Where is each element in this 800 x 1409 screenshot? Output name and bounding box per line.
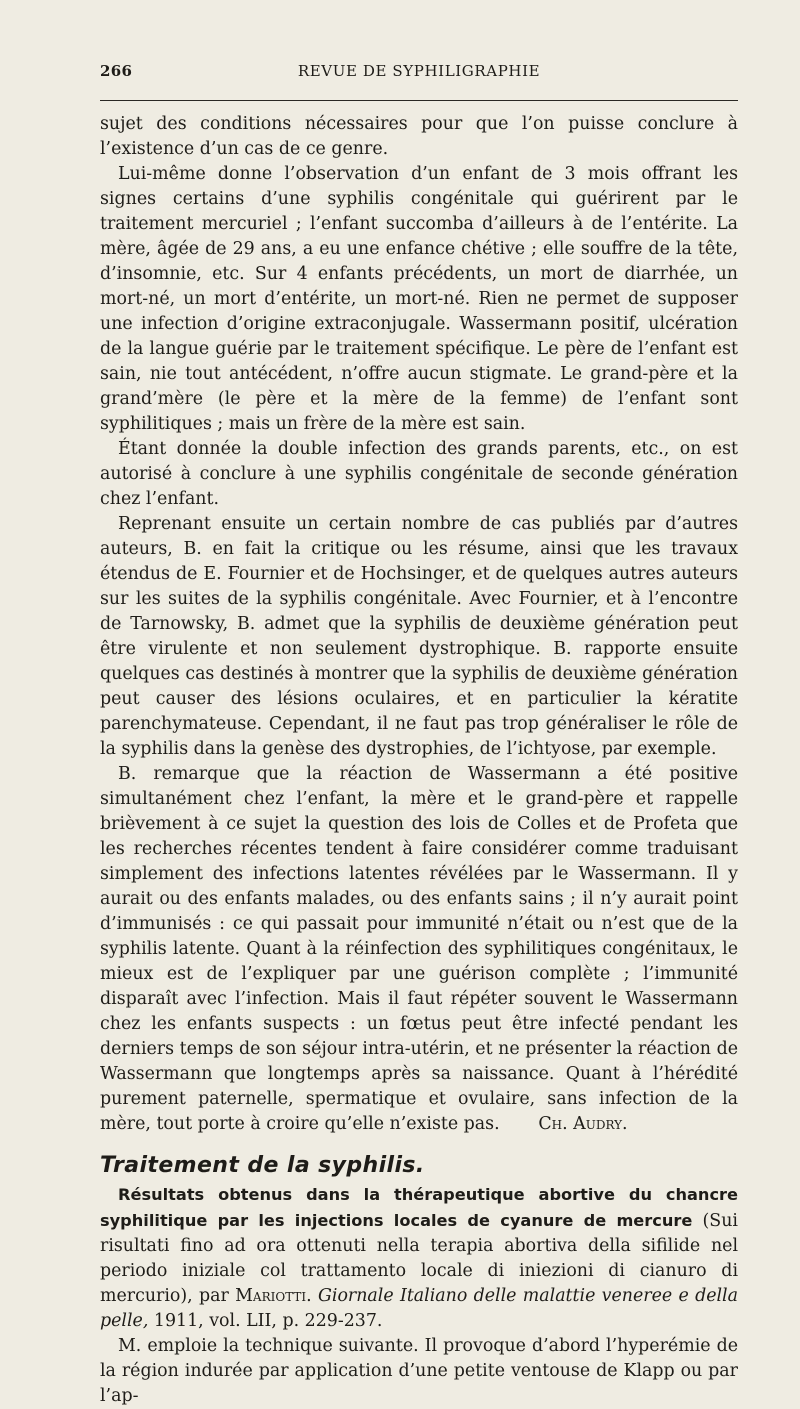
- paragraph-with-signature: [100, 762, 738, 1137]
- page-header: [100, 62, 738, 88]
- paragraph: sujet des conditions nécessaires pour que l’on puisse conclure à l’existence d’un cas de ce genre.: [100, 114, 738, 159]
- section-title: Traitement de la syphilis.: [100, 1153, 425, 1178]
- paragraph: M. emploie la technique suivante. Il provoque d’abord l’hyperémie de la région indurée par application d’une petite ventouse de Klapp ou par l’ap-: [100, 1336, 738, 1406]
- article-title: Résultats obtenus dans la thérapeutique abortive du chancre syphilitique par les injections locales de cyanure de mercure: [100, 1185, 738, 1230]
- paragraph: Lui-même donne l’observation d’un enfant de 3 mois offrant les signes certains d’une syphilis congénitale qui guérirent par le traitement mercuriel ; l’enfant succomba d’ailleurs à de l’entérite. La mère, âgée de 29 ans, a eu une enfance chétive ; elle souffre de la tête, d’insomnie, etc. Sur 4 enfants précédents, un mort de diarrhée, un mort-né, un mort d’entérite, un mort-né. Rien ne permet de supposer une infection d’origine extraconjugale. Wassermann positif, ulcération de la langue guérie par le traitement spécifique. Le père de l’enfant est sain, nie tout antécédent, n’offre aucun stigmate. Le grand-père et la grand’mère (le père et la mère de la femme) de l’enfant sont syphilitiques ; mais un frère de la mère est sain.: [100, 164, 738, 434]
- journal-name: Giornale Italiano delle malattie veneree e della pelle,: [100, 1286, 738, 1331]
- article-citation: [100, 1182, 738, 1334]
- paragraph: Étant donnée la double infection des grands parents, etc., on est autorisé à conclure à une syphilis congénitale de seconde génération chez l’enfant.: [100, 439, 738, 509]
- article-author: Mariotti.: [235, 1286, 312, 1306]
- paragraph-text: B. remarque que la réaction de Wassermann a été positive simultanément chez l’enfant, la mère et le grand-père et rappelle brièvement à ce sujet la question des lois de Colles et de Profeta que les recherches récentes tendent à faire considérer comme traduisant simplement des infections latentes révélées par le Wassermann. Il y aurait ou des enfants malades, ou des enfants sains ; il n’y aurait point d’immunisés : ce qui passait pour immunité n’était ou n’est que de la syphilis latente. Quant à la réinfection des syphilitiques congénitaux, le mieux est de l’expliquer par une guérison complète ; l’immunité disparaît avec l’infection. Mais il faut répéter souvent le Wassermann chez les enfants suspects : un fœtus peut être infecté pendant les derniers temps de son séjour intra-utérin, et ne présenter la réaction de Wassermann que longtemps après sa naissance. Quant à l’hérédité purement paternelle, spermatique et ovulaire, sans infection de la mère, tout porte à croire qu’elle n’existe pas.: [100, 764, 738, 1134]
- header-rule: [100, 100, 738, 101]
- paragraph: Reprenant ensuite un certain nombre de cas publiés par d’autres auteurs, B. en fait la critique ou les résume, ainsi que les travaux étendus de E. Fournier et de Hochsinger, et de quelques autres auteurs sur les suites de la syphilis congénitale. Avec Fournier, et à l’encontre de Tarnowsky, B. admet que la syphilis de deuxième génération peut être virulente et non seulement dystrophique. B. rapporte ensuite quelques cas destinés à montrer que la syphilis de deuxième génération peut causer des lésions oculaires, et en particulier la kératite parenchymateuse. Cependant, il ne faut pas trop généraliser le rôle de la syphilis dans la genèse des dystrophies, de l’ichtyose, par exemple.: [100, 514, 738, 759]
- article-body: [100, 112, 738, 1409]
- article-translation: (Sui risultati fino ad ora ottenuti nella terapia abortiva della sifilide nel periodo iniziale col trattamento locale di iniezioni di cianuro di mercurio), par: [100, 1211, 738, 1306]
- page-number: 266: [100, 62, 133, 80]
- citation-details: 1911, vol. LII, p. 229-237.: [148, 1311, 383, 1331]
- author-signature: Ch. Audry.: [538, 1114, 628, 1134]
- running-title: REVUE DE SYPHILIGRAPHIE: [297, 62, 541, 80]
